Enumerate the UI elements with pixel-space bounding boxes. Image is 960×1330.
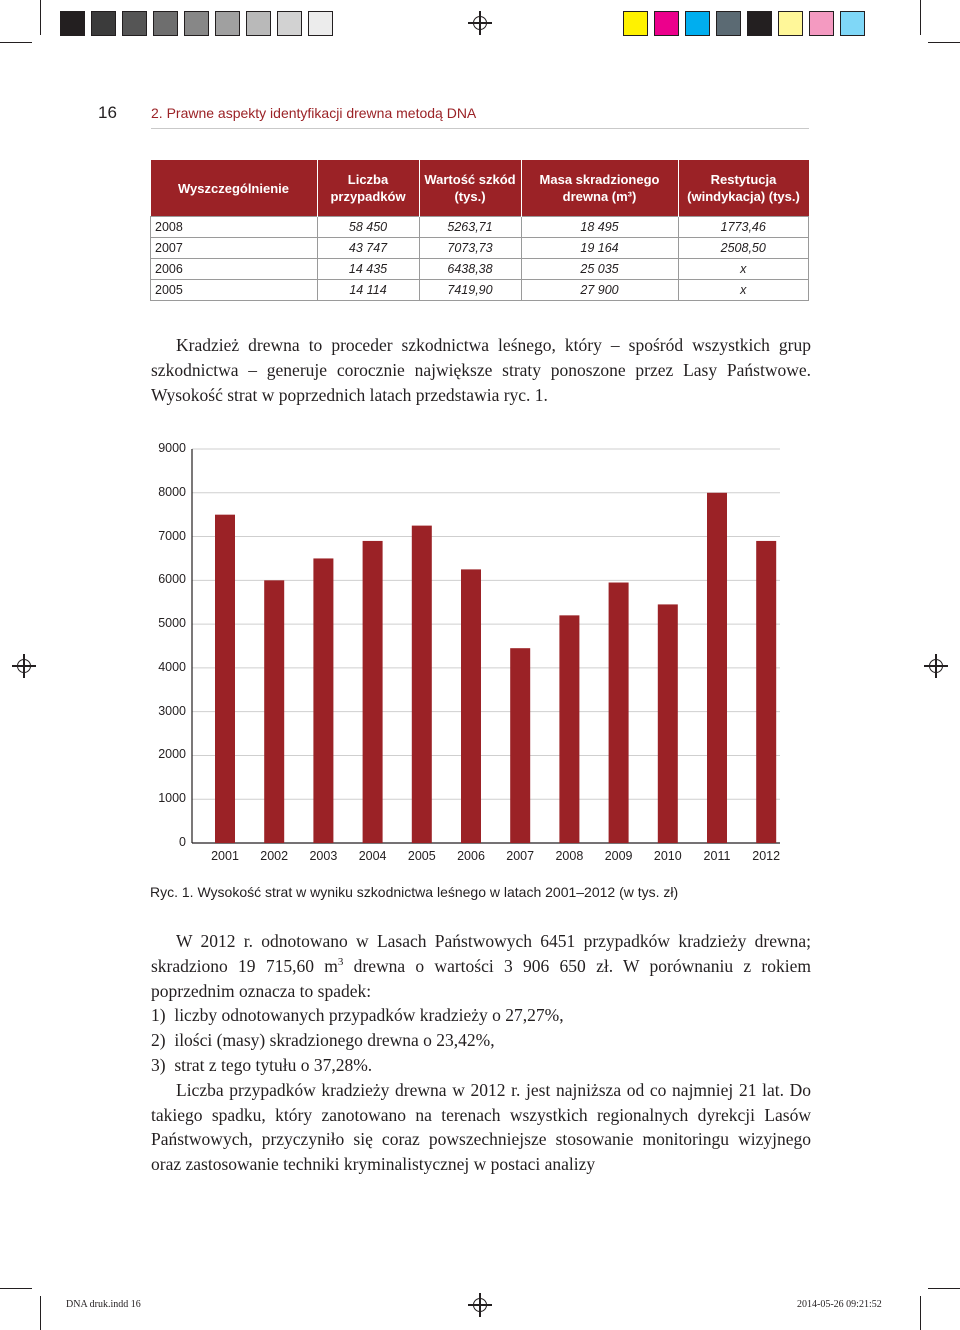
x-tick-label: 2010 [653, 849, 682, 863]
y-tick-label: 2000 [158, 747, 186, 762]
x-tick-label: 2006 [457, 849, 485, 863]
table-cell: 2008 [151, 217, 318, 238]
x-tick-label: 2001 [211, 849, 239, 863]
table-cell: 27 900 [521, 280, 678, 301]
table-header-cell: Wartość szkód (tys.) [419, 160, 521, 217]
x-tick-label: 2004 [358, 849, 387, 863]
y-tick-label: 4000 [158, 659, 186, 674]
chart-bar [510, 648, 530, 843]
crop-mark [0, 1288, 32, 1289]
y-tick-label: 9000 [158, 441, 186, 455]
table-cell: 58 450 [317, 217, 419, 238]
table-header-cell: Masa skradzionego drewna (m³) [521, 160, 678, 217]
paragraph-text: drewna o wartości 3 906 650 zł. W porównaniu z rokiem poprzednim oznacza to spadek: [151, 955, 811, 1001]
table-cell: 18 495 [521, 217, 678, 238]
y-tick-label: 8000 [158, 484, 186, 499]
table-cell: 1773,46 [678, 217, 809, 238]
table-header-cell: Liczba przypadków [317, 160, 419, 217]
table-cell: 14 435 [317, 259, 419, 280]
x-tick-label: 2008 [555, 849, 584, 863]
y-tick-label: 6000 [158, 572, 186, 587]
list-item: 1) liczby odnotowanych przypadków kradzieży o 27,27%, [151, 1005, 564, 1026]
table-cell: 25 035 [521, 259, 678, 280]
table-cell: 2007 [151, 238, 318, 259]
x-tick-label: 2012 [752, 849, 781, 863]
table-cell: 7073,73 [419, 238, 521, 259]
table-cell: 7419,90 [419, 280, 521, 301]
crop-mark [920, 1296, 921, 1330]
chart-bar [658, 604, 678, 843]
paragraph-text: Kradzież drewna to proceder szkodnictwa leśnego, który – spośród wszystkich grup szkodnictwa – generuje corocznie największe straty ponoszone przez Lasy Państwowe. Wysokość strat w poprzednich latach przedstawia ryc. 1. [151, 335, 811, 405]
superscript: 3 [337, 955, 344, 968]
list-item: 2) ilości (masy) skradzionego drewna o 23,42%, [151, 1030, 495, 1051]
chart-bar [756, 541, 776, 843]
slug-timestamp: 2014-05-26 09:21:52 [797, 1299, 882, 1310]
y-tick-label: 7000 [158, 528, 186, 543]
chart-bar [707, 493, 727, 843]
x-tick-label: 2009 [604, 849, 633, 863]
table-cell: 19 164 [521, 238, 678, 259]
table-cell: 2005 [151, 280, 318, 301]
x-tick-label: 2007 [506, 849, 535, 863]
x-tick-label: 2011 [703, 849, 731, 863]
crop-mark [40, 1296, 41, 1330]
body-paragraph: Liczba przypadków kradzieży drewna w 2012 r. jest najniższa od co najmniej 21 lat. Do takiego spadku, który zanotowano na terenach wszystkich regionalnych dyrekcji Lasów Państwowych, przyczyniło się coraz powszechniejsze stosowanie monitoringu wizyjnego oraz zastosowanie techniki kryminalistycznej w postaci analizy [151, 1079, 811, 1175]
crop-mark [928, 1288, 960, 1289]
table-cell: x [678, 259, 809, 280]
slug-filename: DNA druk.indd 16 [66, 1299, 141, 1310]
paragraph-text: W 2012 r. odnotowano w Lasach Państwowych 6451 przypadków kradzieży drewna; skradziono 19 715,60 m [151, 931, 811, 976]
x-tick-label: 2003 [309, 849, 338, 863]
chart-bar [559, 615, 579, 843]
y-tick-label: 0 [179, 835, 186, 849]
chart-bar [215, 515, 235, 843]
chart-bar [313, 558, 333, 843]
table-header-cell: Restytucja (windykacja) (tys.) [678, 160, 809, 217]
y-tick-label: 1000 [158, 791, 186, 806]
table-cell: 2508,50 [678, 238, 809, 259]
chart-bar [363, 541, 383, 843]
table-cell: 43 747 [317, 238, 419, 259]
body-text-block [151, 929, 811, 1177]
chart-bar [264, 580, 284, 843]
table-cell: 5263,71 [419, 217, 521, 238]
chart-bar [461, 569, 481, 843]
x-tick-label: 2002 [260, 849, 289, 863]
y-tick-label: 5000 [158, 616, 186, 631]
y-tick-label: 3000 [158, 703, 186, 718]
figure-caption: Ryc. 1. Wysokość strat w wyniku szkodnictwa leśnego w latach 2001–2012 (w tys. zł) [150, 884, 679, 900]
chart-bar [609, 583, 629, 843]
running-head: 2. Prawne aspekty identyfikacji drewna metodą DNA [151, 105, 477, 121]
registration-mark-icon [473, 1298, 487, 1312]
table-cell: 14 114 [317, 280, 419, 301]
x-tick-label: 2005 [407, 849, 436, 863]
table-cell: 2006 [151, 259, 318, 280]
table-cell: x [678, 280, 809, 301]
page-number: 16 [98, 103, 117, 122]
table-cell: 6438,38 [419, 259, 521, 280]
list-item: 3) strat z tego tytułu o 37,28%. [151, 1054, 373, 1075]
table-header-cell: Wyszczególnienie [151, 160, 318, 217]
body-paragraph [151, 929, 811, 1003]
chart-bar [412, 526, 432, 843]
